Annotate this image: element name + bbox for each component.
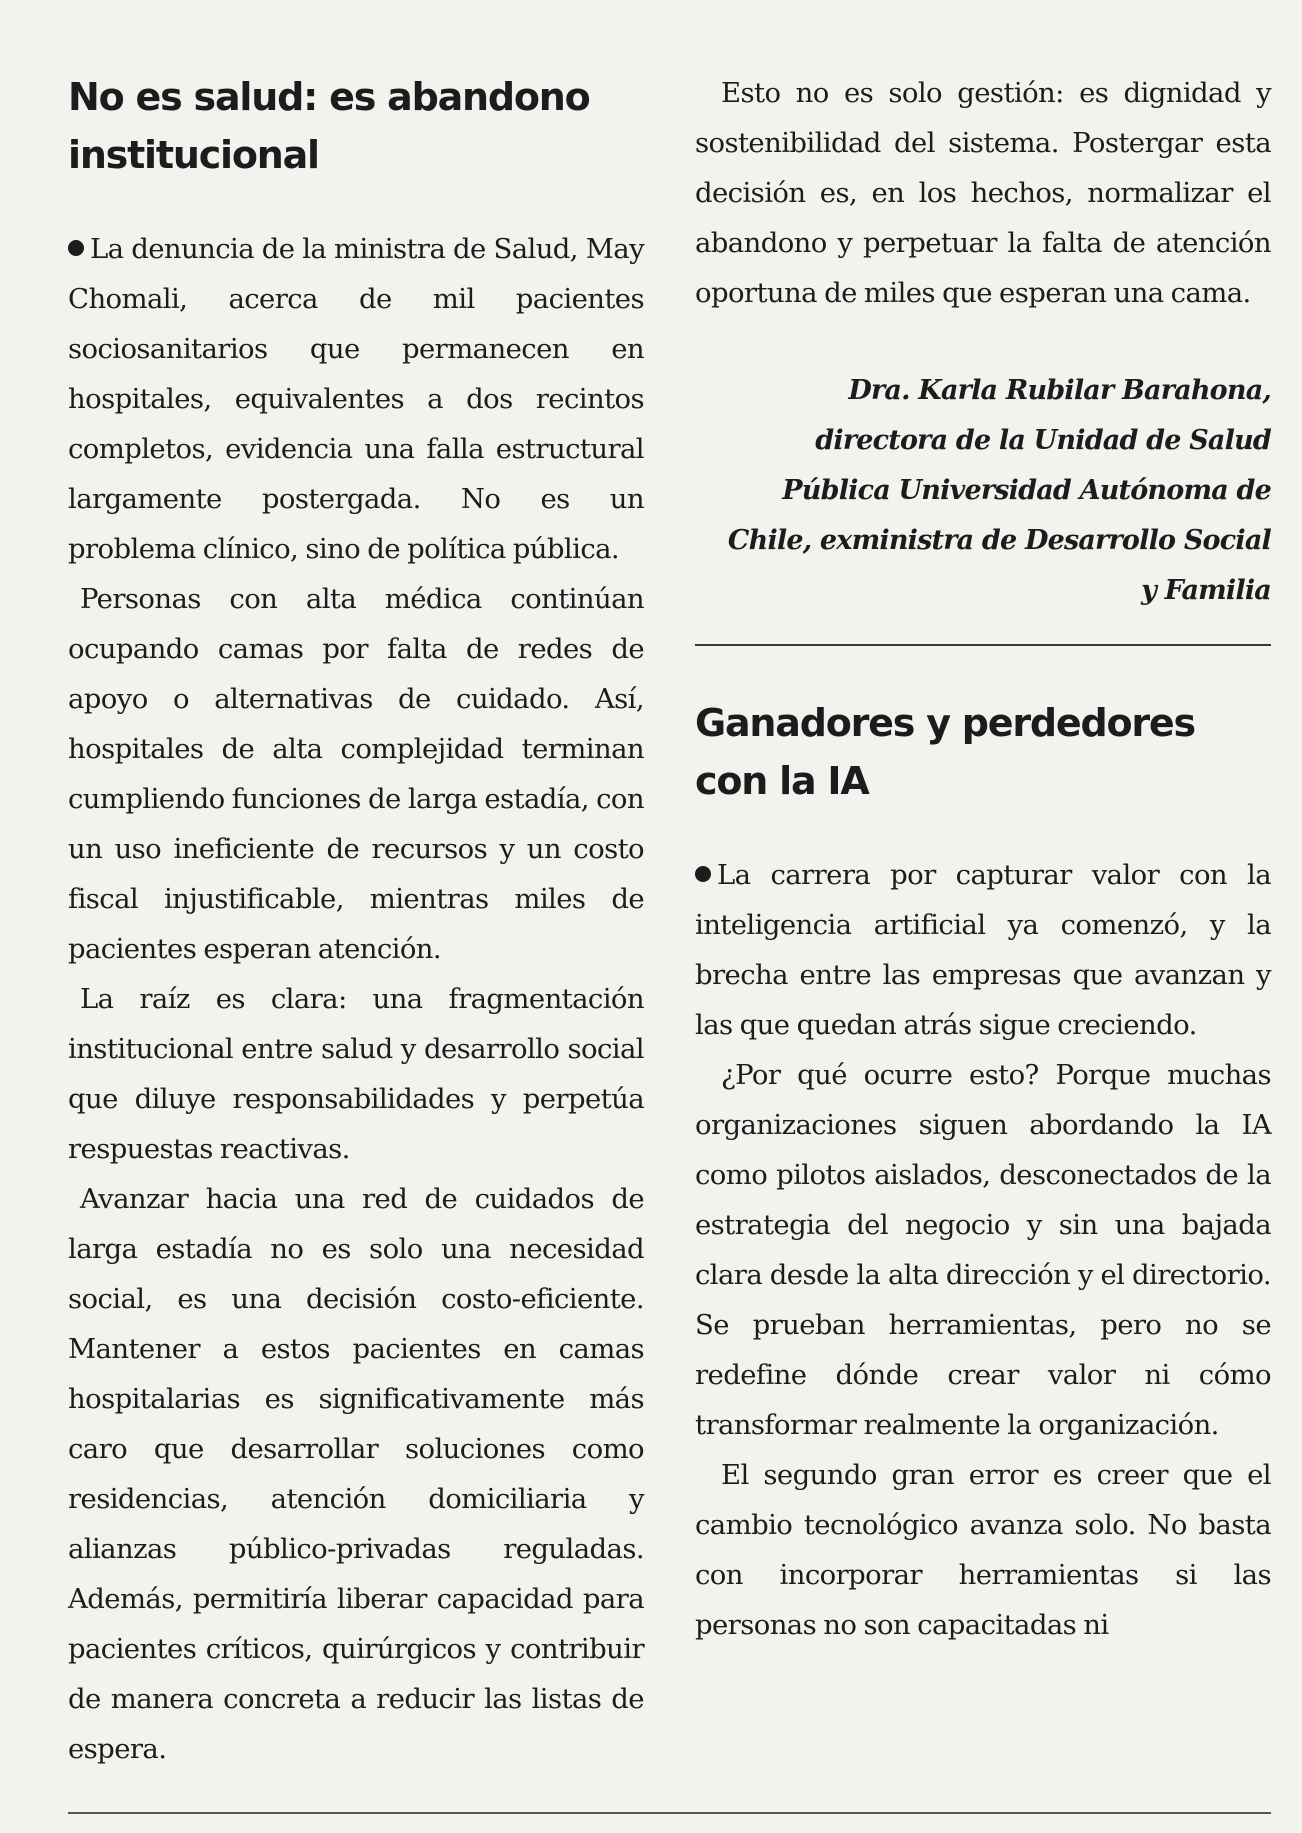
left-column — [68, 68, 644, 1774]
article2-paragraph-2: ¿Por qué ocurre esto? Porque muchas organizaciones siguen abordando la IA como pilotos aislados, desconectados de la estrategia del negocio y sin una bajada clara desde la alta dirección y el directorio. Se prueban herramientas, pero no se redefine dónde crear valor ni cómo transformar realmente la organización. — [695, 1059, 1271, 1441]
signature-line-3: Pública Universidad Autónoma de — [782, 475, 1271, 506]
article-divider — [695, 644, 1271, 646]
article1-paragraph-3: La raíz es clara: una fragmentación institucional entre salud y desarrollo social que diluye responsabilidades y perpetúa respuestas reactivas. — [68, 983, 644, 1165]
signature-line-1: Dra. Karla Rubilar Barahona, — [848, 375, 1271, 406]
article1-paragraph-4: Avanzar hacia una red de cuidados de larga estadía no es solo una necesidad social, es una decisión costo-eficiente. Mantener a estos pacientes en camas hospitalarias es significativamente más caro que desarrollar soluciones como residencias, atención domiciliaria y alianzas público-privadas reguladas. Además, permitiría liberar capacidad para pacientes críticos, quirúrgicos y contribuir de manera concreta a reducir las listas de espera. — [68, 1183, 644, 1765]
signature-line-2: directora de la Unidad de Salud — [815, 425, 1271, 456]
bottom-divider — [68, 1812, 1271, 1814]
article2-paragraph-1: La carrera por capturar valor con la inteligencia artificial ya comenzó, y la brecha entre las empresas que avanzan y las que quedan atrás sigue creciendo. — [695, 859, 1271, 1041]
article1-paragraph-2: Personas con alta médica continúan ocupando camas por falta de redes de apoyo o alternativas de cuidado. Así, hospitales de alta complejidad terminan cumpliendo funciones de larga estadía, con un uso ineficiente de recursos y un costo fiscal injustificable, mientras miles de pacientes esperan atención. — [68, 583, 644, 965]
bullet-dot-icon — [695, 866, 711, 882]
article1-headline: No es salud: es abandono institucional — [68, 75, 590, 177]
right-column — [695, 68, 1271, 1650]
article1-paragraph-1: La denuncia de la ministra de Salud, May Chomali, acerca de mil pacientes sociosanitarios que permanecen en hospitales, equivalentes a dos recintos completos, evidencia una falla estructural largamente postergada. No es un problema clínico, sino de política pública. — [68, 233, 644, 565]
article2-paragraph-3: El segundo gran error es creer que el cambio tecnológico avanza solo. No basta con incorporar herramientas si las personas no son capacitadas ni — [695, 1459, 1271, 1641]
bullet-dot-icon — [68, 240, 84, 256]
article1-signature — [695, 366, 1271, 616]
signature-line-4: Chile, exministra de Desarrollo Social — [727, 525, 1271, 556]
article2-headline: Ganadores y perdedores con la IA — [695, 701, 1195, 803]
signature-line-5: y Familia — [1141, 575, 1271, 606]
article1-paragraph-5: Esto no es solo gestión: es dignidad y sostenibilidad del sistema. Postergar esta decisión es, en los hechos, normalizar el abandono y perpetuar la falta de atención oportuna de miles que esperan una cama. — [695, 77, 1271, 309]
